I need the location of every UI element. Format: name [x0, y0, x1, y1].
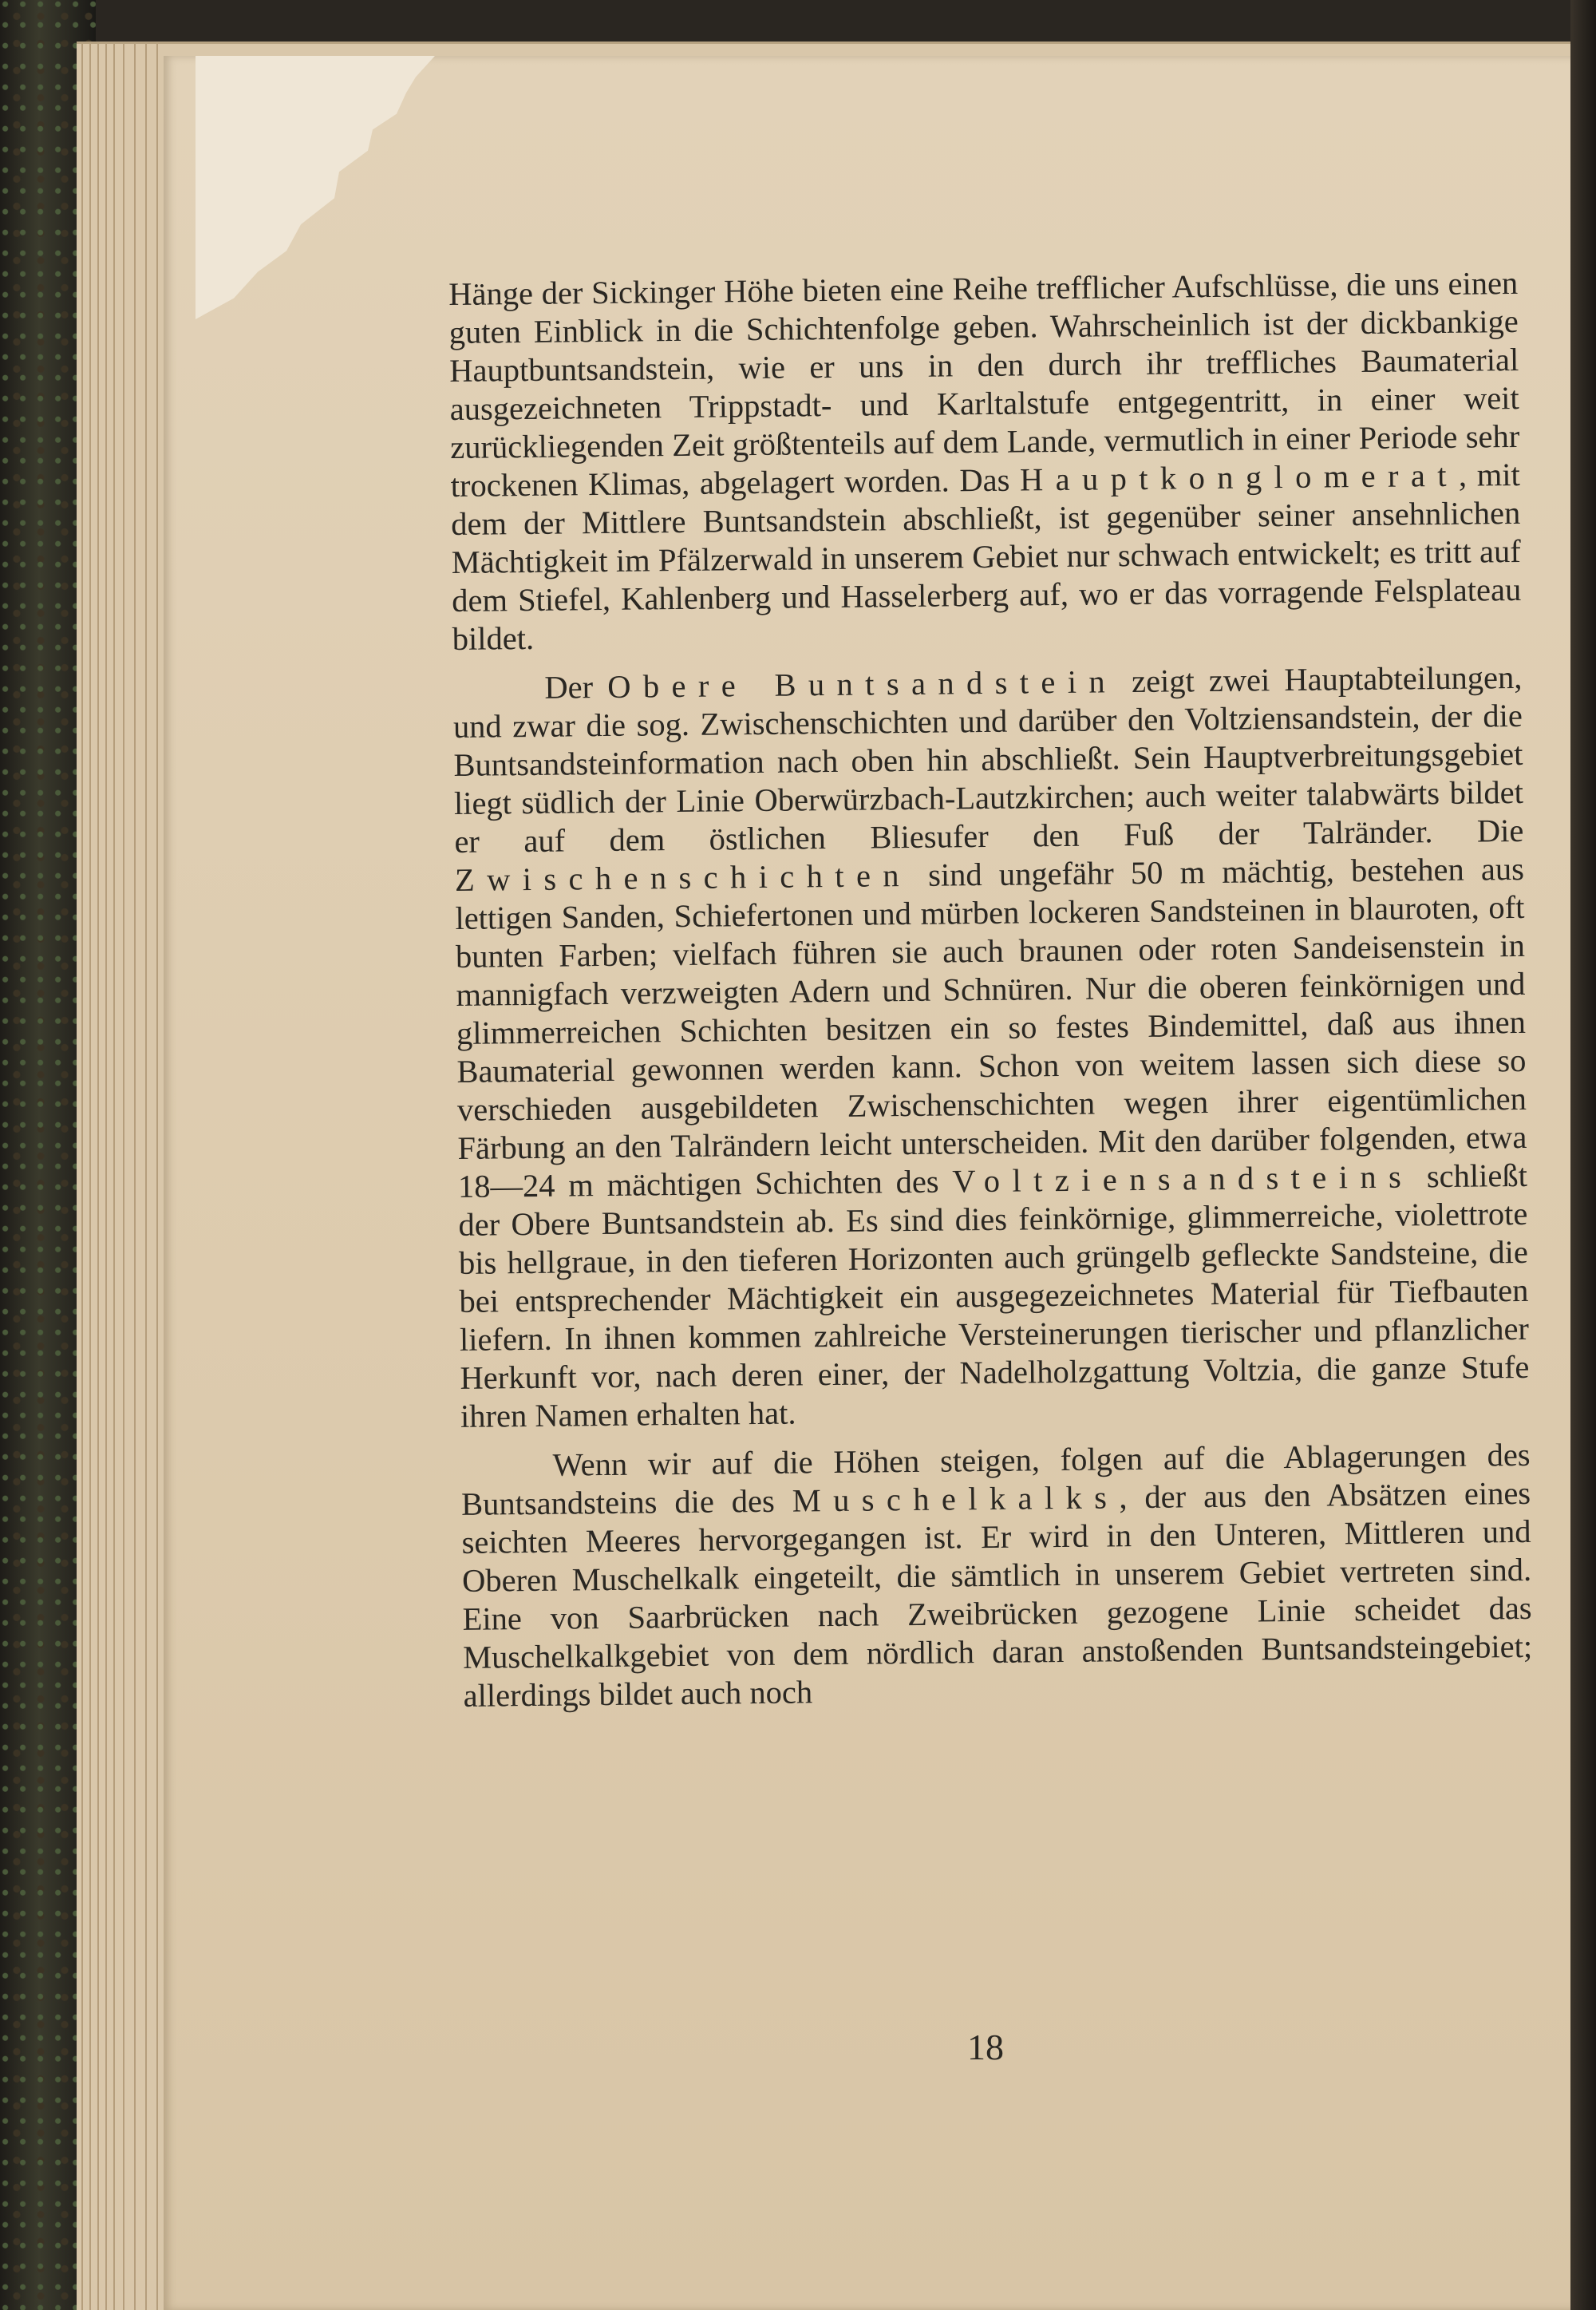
scan-background-edge — [1570, 0, 1596, 2310]
page-edge — [140, 44, 147, 2310]
spaced-emphasis-term: Voltziensandsteins — [952, 1158, 1414, 1200]
text-run: schließt der Obere Buntsandstein ab. Es sind dies feinkörnige, glimmerreiche, violettrote bis hellgraue, in den tieferen Horizonten auch grüngelb gefleckte Sandsteine, die bei entsprechender Mächtigkeit ein ausgegezeichnetes Material für Tiefbauten liefern. In ihnen kommen zahlreiche Versteinerungen tierischer und pflanzlicher Herkunft vor, nach deren einer, der Nadelholzgattung Voltzia, die ganze Stufe ihren Namen erhalten hat. — [458, 1157, 1530, 1434]
text-run: Wenn wir auf die Höhen steigen, folgen auf die Ablagerungen des Buntsandsteins die des — [460, 1436, 1531, 1522]
text-run: sind ungefähr 50 m mächtig, bestehen aus lettigen Sanden, Schiefertonen und mürben lockeren Sandsteinen in blauroten, oft bunten Farben; vielfach führen sie auch braunen oder roten Sandeisenstein in mannigfach verzweigten Adern und Schnüren. Nur die oberen feinkörnigen und glimmerreichen Schichten besitzen ein so festes Bindemittel, daß aus ihnen Baumaterial gewonnen werden kann. Schon von weitem lassen sich diese so verschieden ausgebildeten Zwischenschichten wegen ihrer eigentümlichen Färbung an den Talrändern leicht unterscheiden. Mit den darüber folgenden, etwa 18—24 m mächtigen Schichten des — [455, 850, 1527, 1204]
spaced-emphasis-term: Zwischenschichten — [454, 856, 912, 898]
page-number: 18 — [967, 2027, 1004, 2067]
text-run: , mit dem der Mittlere Buntsandstein abschließt, ist gegenüber seiner ansehnlichen Mächtigkeit im Pfälzerwald in unserem Gebiet nur schwach entwickelt; es tritt auf dem Stiefel, Kahlenberg und Hasselerberg auf, wo er das vorragende Felsplateau bildet. — [451, 456, 1522, 657]
spaced-emphasis-term: Muschelkalks — [792, 1479, 1120, 1519]
text-run: Der — [544, 668, 608, 706]
paragraph-2 — [452, 659, 1530, 1436]
page-edge — [77, 44, 83, 2310]
page-body-text — [448, 264, 1533, 1727]
spaced-emphasis-term: Obere Buntsandstein — [606, 663, 1118, 705]
page-edge — [118, 44, 124, 2310]
text-run: zeigt zwei Hauptabteilungen, und zwar die sog. Zwischenschichten und darüber den Voltziensandstein, der die Buntsandsteinformation nach oben hin abschließt. Sein Hauptverbreitungsgebiet liegt südlich der Linie Oberwürzbach-Lautzkirchen; auch weiter talabwärts bildet er auf dem östlichen Bliesufer den Fuß der Talränder. Die — [452, 659, 1524, 860]
page-edge — [152, 44, 158, 2310]
spaced-emphasis-term: Hauptkonglomerat — [1019, 457, 1460, 498]
paragraph-3 — [460, 1436, 1532, 1715]
page-edge — [85, 44, 91, 2310]
page-edge — [129, 44, 136, 2310]
paragraph-1 — [448, 264, 1522, 659]
page-edge — [101, 44, 107, 2310]
text-run: Hänge der Sickinger Höhe bieten eine Reihe trefflicher Aufschlüsse, die uns einen guten Einblick in die Schichtenfolge geben. Wahrscheinlich ist der dickbankige Hauptbuntsandstein, wie er uns in den durch ihr treffliches Baumaterial ausgezeichneten Trippstadt- und Karltalstufe entgegentritt, in einer weit zurückliegenden Zeit größtenteils auf dem Lande, vermutlich in einer Periode sehr trockenen Klimas, abgelagert worden. Das — [448, 264, 1520, 504]
page-edge — [109, 44, 115, 2310]
text-run: , der aus den Absätzen eines seichten Meeres hervorgegangen ist. Er wird in den Unteren, Mittleren und Oberen Muschelkalk eingeteilt, die sämtlich in unserem Gebiet vertreten sind. Eine von Saarbrücken nach Zweibrücken gezogene Linie scheidet das Muschelkalkgebiet von dem nördlich daran anstoßenden Buntsandsteingebiet; allerdings bildet auch noch — [461, 1474, 1533, 1714]
page-edge — [93, 44, 99, 2310]
